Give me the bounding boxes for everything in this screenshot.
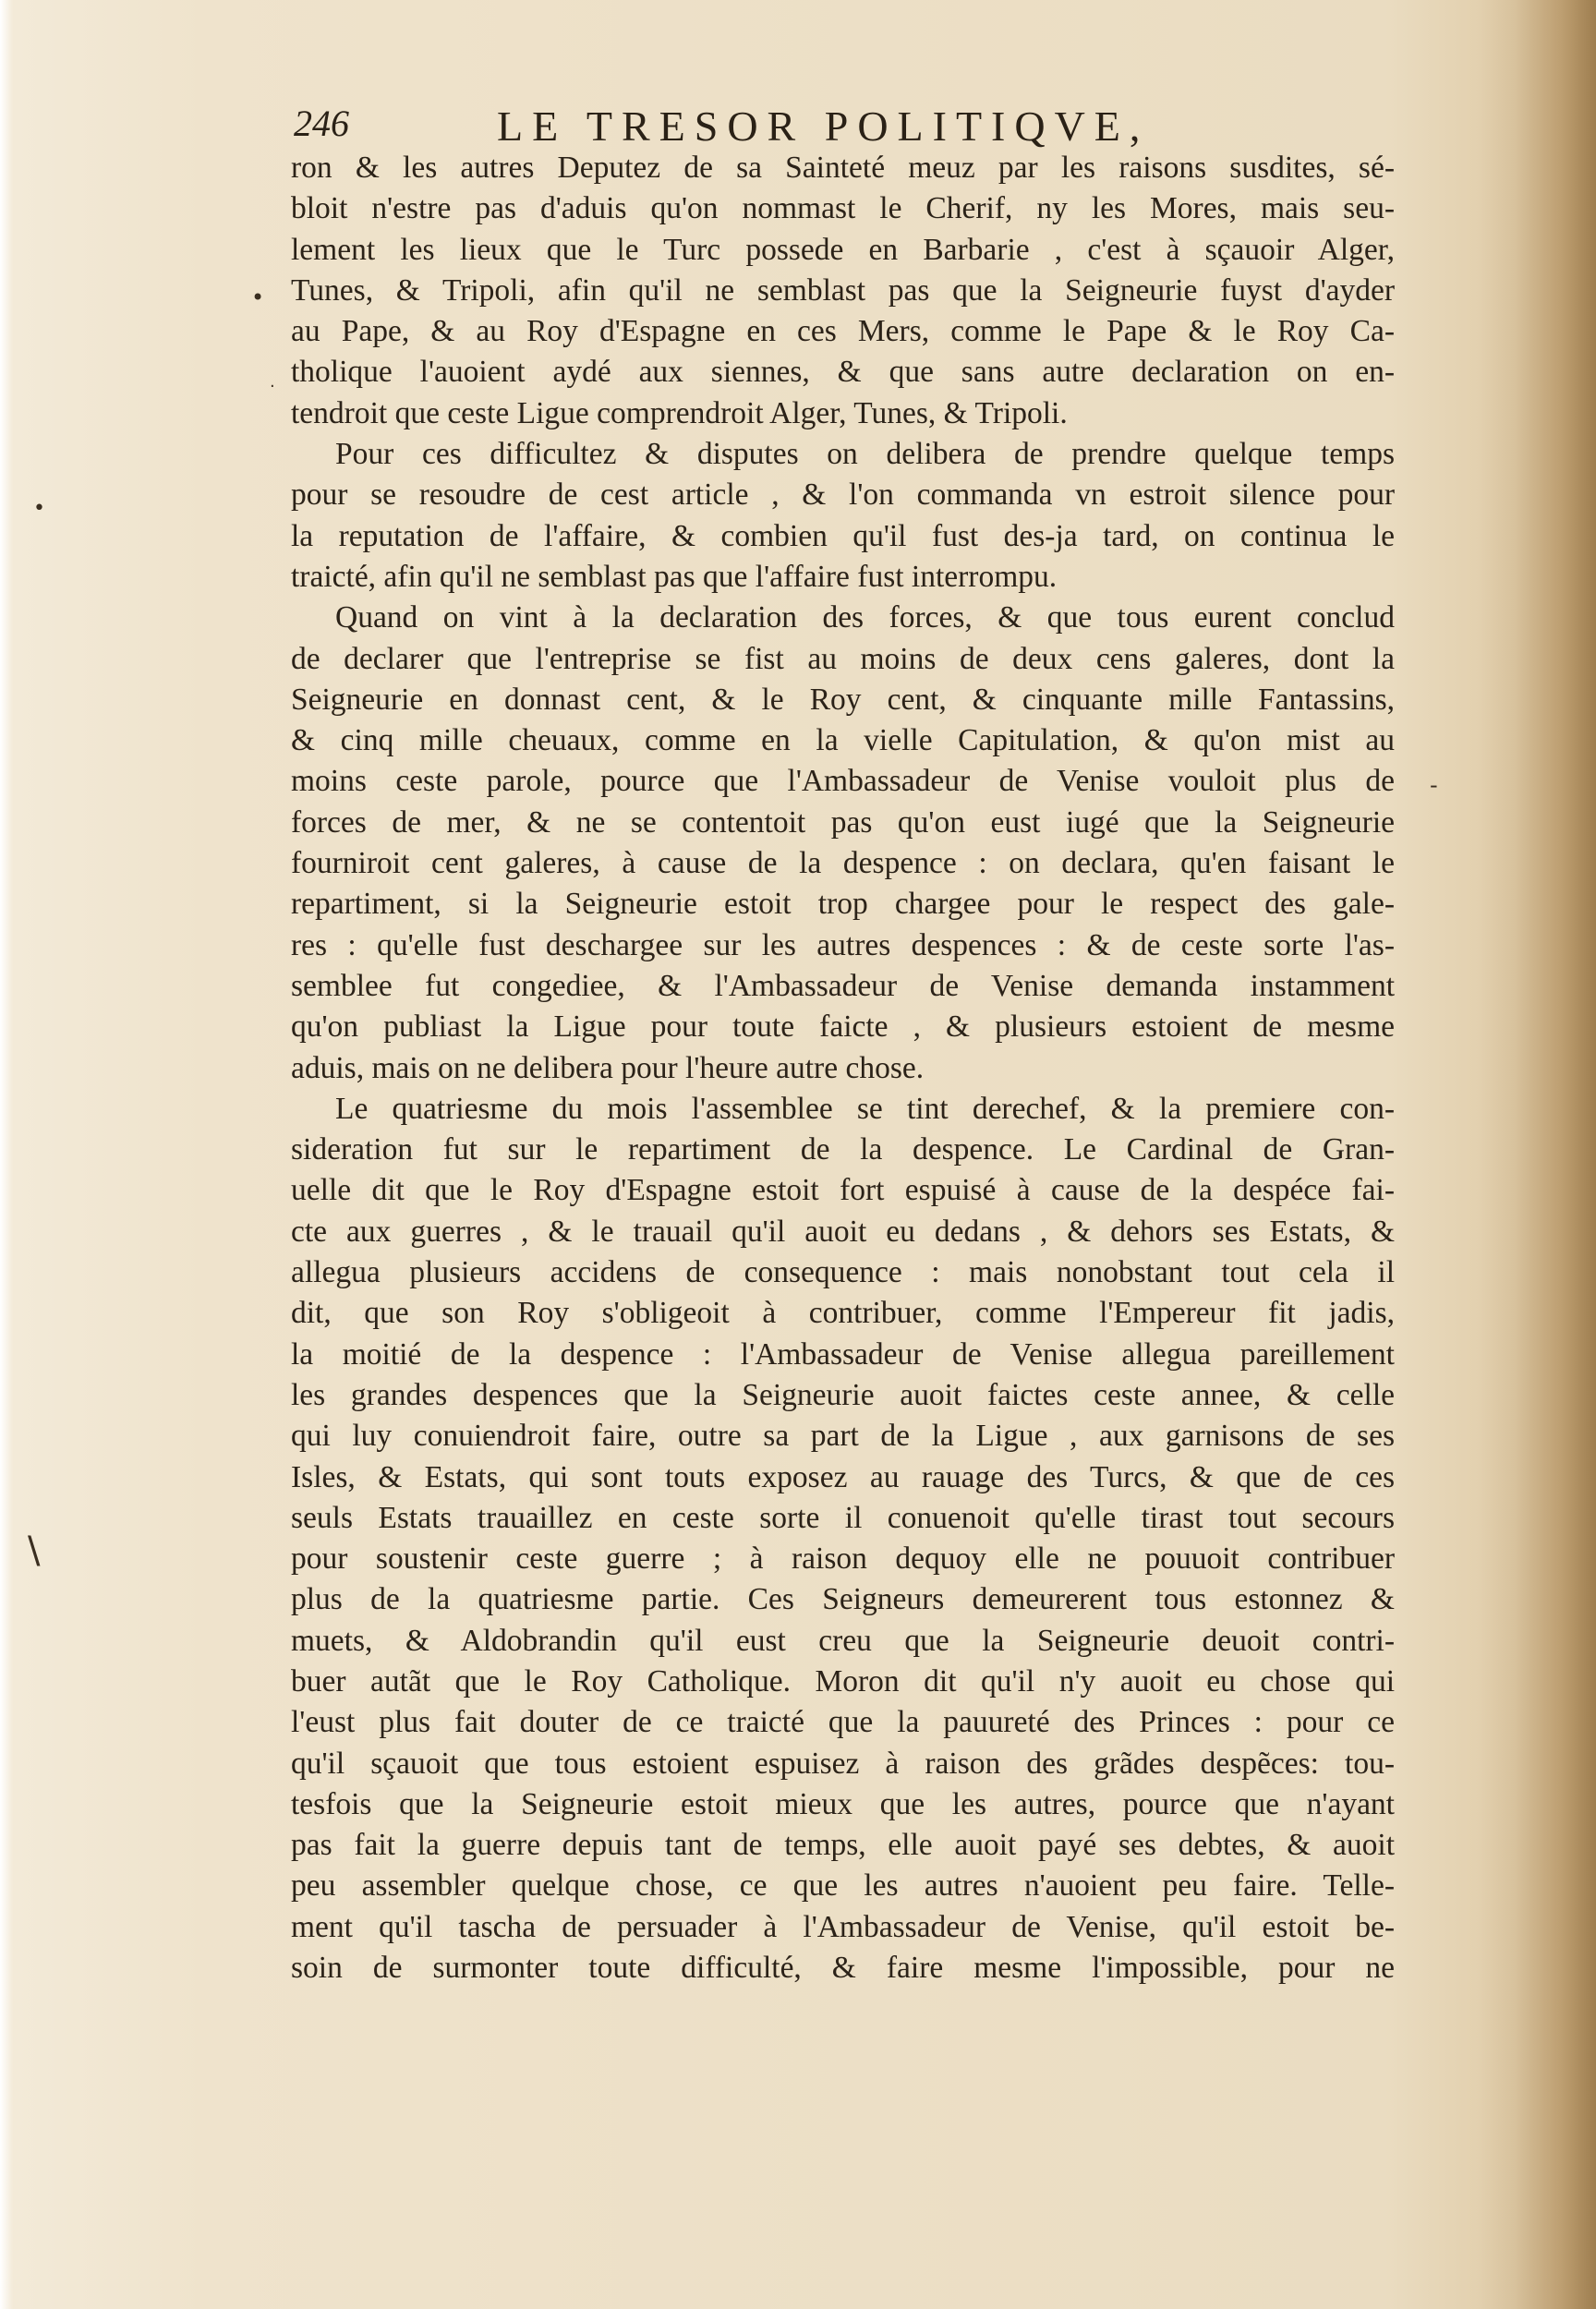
text-line: fourniroit cent galeres, à cause de la despence : on declara, qu'en faisant le xyxy=(291,846,1395,881)
text-line: Tunes, & Tripoli, afin qu'il ne semblast pas que la Seigneurie fuyst d'ayder xyxy=(291,272,1395,308)
text-line: soin de surmonter toute difficulté, & faire mesme l'impossible, pour ne xyxy=(291,1951,1395,1986)
page-number: 246 xyxy=(294,103,349,144)
body-text xyxy=(291,148,1395,1989)
text-line: pour soustenir ceste guerre ; à raison dequoy elle ne pouuoit contribuer xyxy=(291,1541,1395,1577)
text-line: tesfois que la Seigneurie estoit mieux que les autres, pource que n'ayant xyxy=(291,1786,1395,1821)
text-line: ment qu'il tascha de persuader à l'Ambassadeur de Venise, qu'il estoit be- xyxy=(291,1909,1395,1944)
text-line: res : qu'elle fust deschargee sur les autres despences : & de ceste sorte l'as- xyxy=(291,927,1395,962)
gutter-shadow xyxy=(1478,0,1596,2309)
text-line: qui luy conuiendroit faire, outre sa part de la Ligue , aux garnisons de ses xyxy=(291,1419,1395,1454)
text-line: de declarer que l'entreprise se fist au moins de deux cens galeres, dont la xyxy=(291,641,1395,676)
text-line: dit, que son Roy s'obligeoit à contribuer, comme l'Empereur fit jadis, xyxy=(291,1296,1395,1331)
text-line: uelle dit que le Roy d'Espagne estoit fort espuisé à cause de la despéce fai- xyxy=(291,1173,1395,1208)
text-line: qu'il sçauoit que tous estoient espuisez à raison des grãdes despẽces: tou- xyxy=(291,1746,1395,1781)
margin-dash-mark: - xyxy=(1430,772,1438,798)
paragraph-start-line: Pour ces difficultez & disputes on delibera de prendre quelque temps xyxy=(335,437,1395,472)
text-line: forces de mer, & ne se contentoit pas qu'on eust iugé que la Seigneurie xyxy=(291,804,1395,840)
text-line: la moitié de la despence : l'Ambassadeur de Venise allegua pareillement xyxy=(291,1336,1395,1372)
text-line: traicté, afin qu'il ne semblast pas que l'affaire fust interrompu. xyxy=(291,559,1058,594)
text-line: sideration fut sur le repartiment de la despence. Le Cardinal de Gran- xyxy=(291,1132,1395,1167)
text-line: buer autãt que le Roy Catholique. Moron dit qu'il n'y auoit eu chose qui xyxy=(291,1663,1395,1699)
paragraph-start-line: Quand on vint à la declaration des forces, & que tous eurent conclud xyxy=(335,600,1395,635)
text-line: au Pape, & au Roy d'Espagne en ces Mers, comme le Pape & le Roy Ca- xyxy=(291,314,1395,349)
text-line: muets, & Aldobrandin qu'il eust creu que la Seigneurie deuoit contri- xyxy=(291,1623,1395,1658)
text-line: plus de la quatriesme partie. Ces Seigneurs demeurerent tous estonnez & xyxy=(291,1582,1395,1617)
text-line: qu'on publiast la Ligue pour toute faicte , & plusieurs estoient de mesme xyxy=(291,1009,1395,1045)
text-line: Isles, & Estats, qui sont touts exposez au rauage des Turcs, & que de ces xyxy=(291,1459,1395,1494)
text-line: & cinq mille cheuaux, comme en la vielle Capitulation, & qu'on mist au xyxy=(291,723,1395,758)
text-line: Seigneurie en donnast cent, & le Roy cent, & cinquante mille Fantassins, xyxy=(291,682,1395,717)
text-line: pour se resoudre de cest article , & l'on commanda vn estroit silence pour xyxy=(291,478,1395,513)
margin-dot-mark: · xyxy=(270,377,275,396)
text-line: l'eust plus fait douter de ce traicté que la pauureté des Princes : pour ce xyxy=(291,1705,1395,1740)
running-head: LE TRESOR POLITIQVE, xyxy=(497,103,1150,150)
paragraph-start-line: Le quatriesme du mois l'assemblee se tint derechef, & la premiere con- xyxy=(335,1091,1395,1126)
text-line: allegua plusieurs accidens de consequence : mais nonobstant tout cela il xyxy=(291,1255,1395,1290)
margin-dot-mark: • xyxy=(33,497,45,520)
text-line: les grandes despences que la Seigneurie auoit faictes ceste annee, & celle xyxy=(291,1377,1395,1412)
text-line: repartiment, si la Seigneurie estoit trop chargee pour le respect des gale- xyxy=(291,887,1395,922)
text-line: la reputation de l'affaire, & combien qu'il fust des-ja tard, on continua le xyxy=(291,518,1395,553)
text-line: tendroit que ceste Ligue comprendroit Alger, Tunes, & Tripoli. xyxy=(291,395,1068,430)
text-line: peu assembler quelque chose, ce que les autres n'auoient peu faire. Telle- xyxy=(291,1868,1395,1904)
text-line: pas fait la guerre depuis tant de temps, elle auoit payé ses debtes, & auoit xyxy=(291,1828,1395,1863)
text-line: bloit n'estre pas d'aduis qu'on nommast le Cherif, ny les Mores, mais seu- xyxy=(291,191,1395,226)
text-line: aduis, mais on ne delibera pour l'heure autre chose. xyxy=(291,1050,925,1085)
text-line: ron & les autres Deputez de sa Sainteté meuz par les raisons susdites, sé- xyxy=(291,151,1395,185)
text-line: moins ceste parole, pource que l'Ambassadeur de Venise vouloit plus de xyxy=(291,764,1395,799)
margin-dot-mark: • xyxy=(251,284,265,310)
margin-stroke-mark: \ xyxy=(28,1529,41,1572)
text-line: tholique l'auoient aydé aux siennes, & que sans autre declaration on en- xyxy=(291,355,1395,390)
text-line: lement les lieux que le Turc possede en Barbarie , c'est à sçauoir Alger, xyxy=(291,232,1395,267)
text-line: semblee fut congediee, & l'Ambassadeur de Venise demanda instamment xyxy=(291,968,1395,1003)
text-line: seuls Estats trauaillez en ceste sorte il conuenoit qu'elle tirast tout secours xyxy=(291,1500,1395,1535)
text-line: cte aux guerres , & le trauail qu'il auoit eu dedans , & dehors ses Estats, & xyxy=(291,1214,1395,1249)
